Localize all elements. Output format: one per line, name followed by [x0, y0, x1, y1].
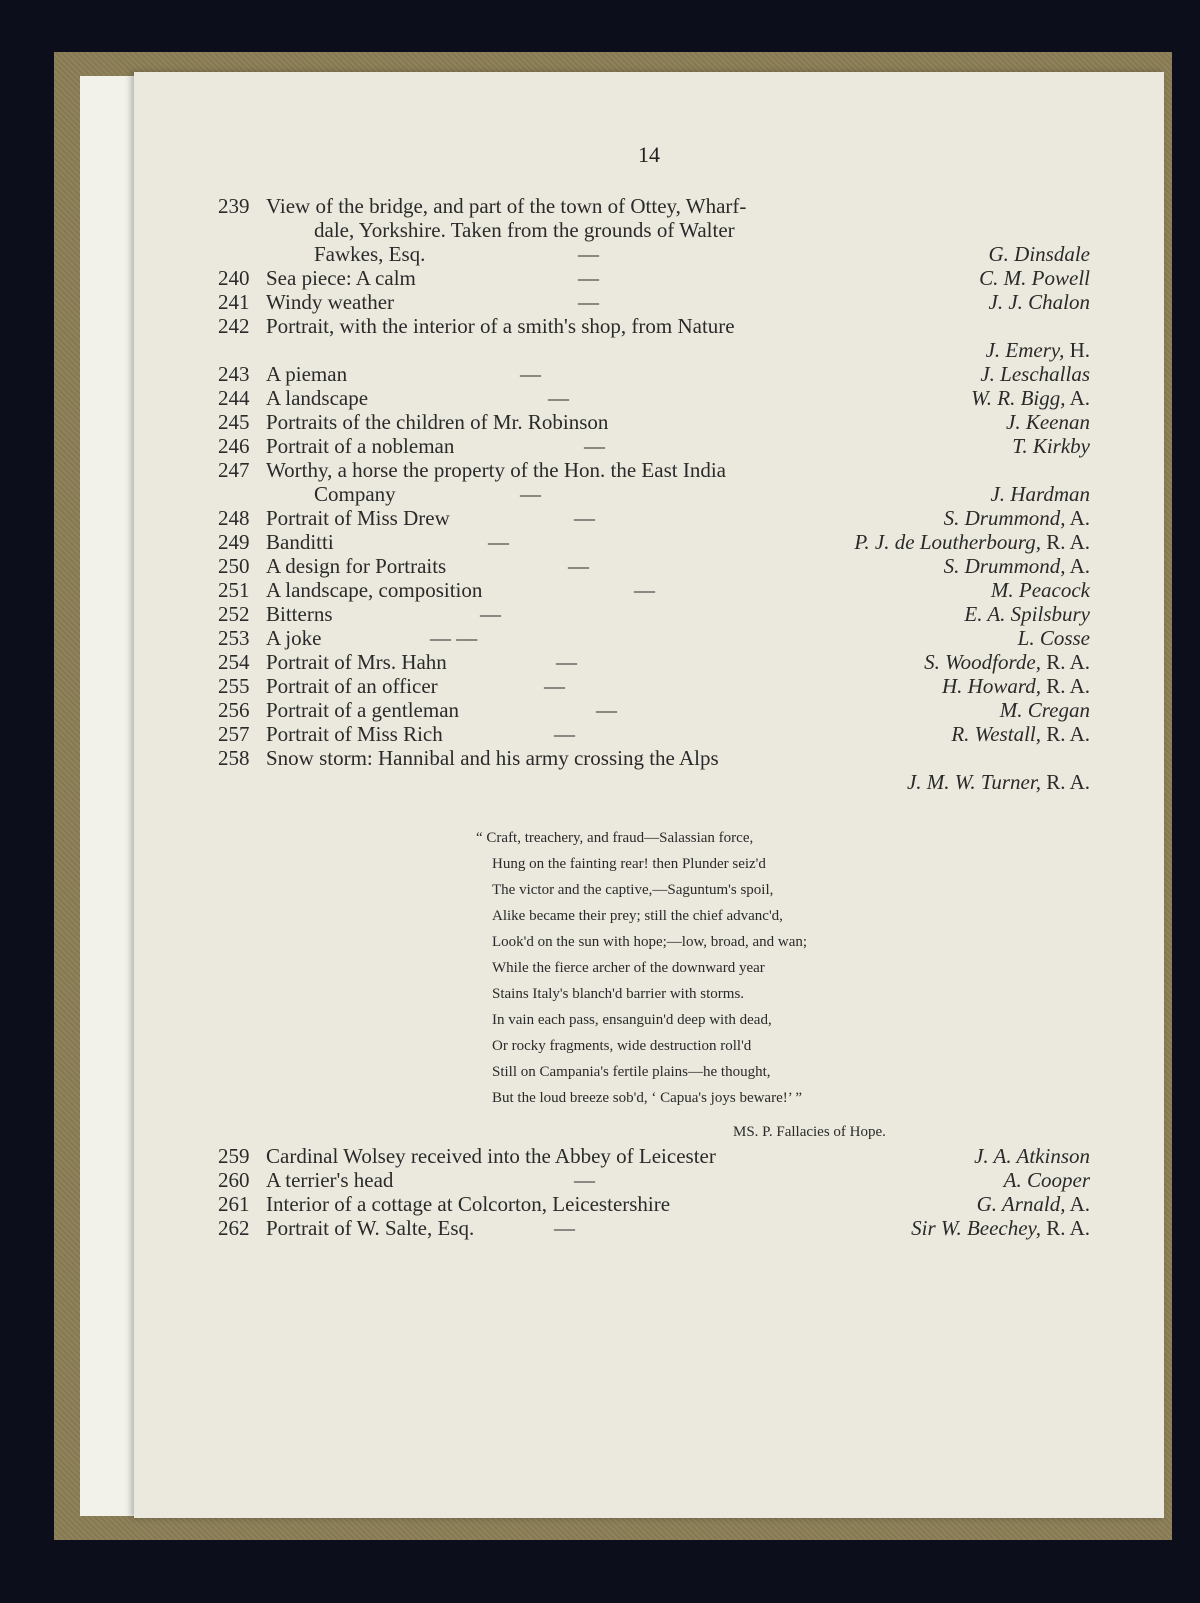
entry-line [218, 1168, 1090, 1192]
entry-number: 260 [218, 1168, 250, 1192]
entry-artist [986, 338, 1090, 362]
entry-line [218, 722, 1090, 746]
entry-title: Fawkes, Esq. [314, 242, 426, 266]
entry-dash: — — [430, 626, 478, 650]
entry-title: Portrait of Mrs. Hahn [266, 650, 447, 674]
entry-number: 250 [218, 554, 250, 578]
entry-number: 247 [218, 458, 250, 482]
artist-suffix: R. A. [1040, 1216, 1090, 1240]
poem-line: The victor and the captive,—Saguntum's spoil, [492, 882, 774, 898]
artist-name: J. M. W. Turner, [906, 770, 1041, 794]
entry-dash: — [488, 530, 509, 554]
entry-number: 256 [218, 698, 250, 722]
poem-line: Stains Italy's blanch'd barrier with storms. [492, 986, 745, 1002]
entry-number: 249 [218, 530, 250, 554]
entry-artist [971, 386, 1090, 410]
entry-line [218, 410, 1090, 434]
entry-dash: — [578, 266, 599, 290]
artist-name: T. Kirkby [1012, 434, 1090, 458]
entry-title: Portrait of Miss Drew [266, 506, 450, 530]
entry-title: A landscape [266, 386, 369, 410]
entry-dash: — [596, 698, 617, 722]
entry-dash: — [556, 650, 577, 674]
entry-line [218, 458, 1090, 482]
entry-line [218, 290, 1090, 314]
entry-dash: — [480, 602, 501, 626]
entry-number: 245 [218, 410, 250, 434]
entry-title: A pieman [266, 362, 348, 386]
entry-line [218, 338, 1090, 362]
artist-name: J. A. Atkinson [974, 1144, 1090, 1168]
entry-line [218, 1192, 1090, 1216]
artist-name: J. Leschallas [980, 362, 1090, 386]
entry-line [218, 746, 1090, 770]
entry-title: Portrait of Miss Rich [266, 722, 443, 746]
entry-artist [854, 530, 1090, 554]
entry-number: 252 [218, 602, 250, 626]
entry-artist [1012, 434, 1090, 458]
artist-name: S. Woodforde, [924, 650, 1041, 674]
entry-number: 251 [218, 578, 250, 602]
entry-title: Portrait, with the interior of a smith's shop, from Nature [266, 314, 735, 338]
entry-number: 243 [218, 362, 250, 386]
entry-title: Worthy, a horse the property of the Hon. the East India [266, 458, 726, 482]
entry-dash: — [554, 1216, 575, 1240]
entry-artist [942, 674, 1090, 698]
entry-line [218, 698, 1090, 722]
entry-line [218, 578, 1090, 602]
entry-number: 262 [218, 1216, 250, 1240]
entry-artist [989, 290, 1090, 314]
entry-artist [1006, 410, 1090, 434]
artist-suffix: R. A. [1040, 770, 1090, 794]
entry-dash: — [574, 506, 595, 530]
artist-suffix: H. [1064, 338, 1090, 362]
entry-dash: — [574, 1168, 595, 1192]
entry-number: 253 [218, 626, 250, 650]
entry-number: 254 [218, 650, 250, 674]
entry-line [218, 218, 1090, 242]
artist-suffix: R. A. [1040, 650, 1090, 674]
entry-title: Portraits of the children of Mr. Robinson [266, 410, 609, 434]
entry-title: Portrait of W. Salte, Esq. [266, 1216, 475, 1240]
entry-line [218, 314, 1090, 338]
poem-line: Hung on the fainting rear! then Plunder seiz'd [492, 856, 766, 872]
entry-number: 257 [218, 722, 250, 746]
artist-name: Sir W. Beechey, [911, 1216, 1041, 1240]
artist-name: A. Cooper [1003, 1168, 1090, 1192]
artist-name: L. Cosse [1017, 626, 1090, 650]
entry-number: 261 [218, 1192, 250, 1216]
entry-line [218, 386, 1090, 410]
artist-name: M. Peacock [990, 578, 1090, 602]
entry-number: 248 [218, 506, 250, 530]
entry-artist [979, 266, 1090, 290]
entry-artist [974, 1144, 1090, 1168]
artist-suffix: A. [1065, 1192, 1090, 1216]
artist-suffix: R. A. [1040, 530, 1090, 554]
entry-artist [1000, 698, 1090, 722]
entry-line [218, 362, 1090, 386]
poem-line: Look'd on the sun with hope;—low, broad, and wan; [492, 934, 808, 950]
entry-artist [944, 554, 1090, 578]
artist-name: H. Howard, [942, 674, 1041, 698]
entry-dash: — [520, 362, 541, 386]
entry-title: Banditti [266, 530, 334, 554]
artist-name: P. J. de Loutherbourg, [854, 530, 1041, 554]
artist-name: S. Drummond, [943, 506, 1066, 530]
entry-dash: — [554, 722, 575, 746]
entry-line [218, 506, 1090, 530]
entry-number: 259 [218, 1144, 250, 1168]
entry-line [218, 530, 1090, 554]
entry-line [218, 482, 1090, 506]
entry-number: 246 [218, 434, 250, 458]
entry-title: A landscape, composition [266, 578, 483, 602]
entry-line [218, 1144, 1090, 1168]
poem-line: “ Craft, treachery, and fraud—Salassian force, [476, 830, 754, 846]
entry-title: Bitterns [266, 602, 333, 626]
entry-line [218, 434, 1090, 458]
entry-title: Portrait of a nobleman [266, 434, 455, 458]
page-number: 14 [638, 142, 660, 167]
entry-line [218, 602, 1090, 626]
artist-suffix: R. A. [1040, 722, 1090, 746]
poem-source: MS. P. Fallacies of Hope. [733, 1124, 886, 1140]
entry-line [218, 554, 1090, 578]
entry-title: View of the bridge, and part of the town of Ottey, Wharf- [266, 194, 747, 218]
entry-title: A joke [266, 626, 322, 650]
artist-name: W. R. Bigg, [971, 386, 1066, 410]
poem-line: Alike became their prey; still the chief advanc'd, [492, 908, 783, 924]
entry-line [218, 266, 1090, 290]
entry-title: Cardinal Wolsey received into the Abbey of Leicester [266, 1144, 716, 1168]
artist-name: J. Emery, [985, 338, 1065, 362]
poem-line: Or rocky fragments, wide destruction roll'd [492, 1038, 752, 1054]
entry-number: 242 [218, 314, 250, 338]
entry-title: Windy weather [266, 290, 395, 314]
entry-dash: — [634, 578, 655, 602]
entry-artist [1004, 1168, 1090, 1192]
entry-artist [911, 1216, 1090, 1240]
entry-line [218, 626, 1090, 650]
artist-suffix: A. [1065, 506, 1090, 530]
artist-name: C. M. Powell [979, 266, 1090, 290]
artist-suffix: A. [1065, 554, 1090, 578]
entry-line [218, 770, 1090, 794]
entry-artist [951, 722, 1090, 746]
entry-dash: — [548, 386, 569, 410]
entry-line [218, 1216, 1090, 1240]
poem-line: In vain each pass, ensanguin'd deep with dead, [492, 1012, 772, 1028]
entry-artist [989, 242, 1091, 266]
artist-name: J. Keenan [1006, 410, 1090, 434]
entry-artist [980, 362, 1090, 386]
entry-artist [944, 506, 1090, 530]
artist-name: J. J. Chalon [988, 290, 1090, 314]
entry-artist [964, 602, 1090, 626]
entry-artist [924, 650, 1090, 674]
artist-suffix: A. [1065, 386, 1090, 410]
entry-line [218, 674, 1090, 698]
entry-artist [977, 1192, 1090, 1216]
entry-title: Portrait of an officer [266, 674, 438, 698]
artist-name: M. Cregan [999, 698, 1090, 722]
artist-name: G. Dinsdale [988, 242, 1090, 266]
entry-title: A design for Portraits [266, 554, 447, 578]
entry-dash: — [520, 482, 541, 506]
entry-dash: — [578, 290, 599, 314]
entry-title: A terrier's head [266, 1168, 394, 1192]
entry-number: 239 [218, 194, 250, 218]
artist-name: R. Westall, [951, 722, 1041, 746]
artist-suffix: R. A. [1040, 674, 1090, 698]
entry-number: 244 [218, 386, 250, 410]
artist-name: J. Hardman [990, 482, 1090, 506]
entry-title: Interior of a cottage at Colcorton, Leicestershire [266, 1192, 671, 1216]
entry-title: Portrait of a gentleman [266, 698, 460, 722]
poem-line: Still on Campania's fertile plains—he thought, [492, 1064, 771, 1080]
entry-dash: — [544, 674, 565, 698]
entry-dash: — [568, 554, 589, 578]
poem-line: But the loud breeze sob'd, ‘ Capua's joys beware!’ ” [492, 1090, 803, 1106]
entry-title: dale, Yorkshire. Taken from the grounds of Walter [314, 218, 735, 242]
entry-artist [1018, 626, 1090, 650]
entry-number: 255 [218, 674, 250, 698]
entry-number: 258 [218, 746, 250, 770]
entry-dash: — [578, 242, 599, 266]
entry-line [218, 194, 1090, 218]
entry-number: 241 [218, 290, 250, 314]
artist-name: E. A. Spilsbury [964, 602, 1090, 626]
artist-name: G. Arnald, [976, 1192, 1066, 1216]
artist-name: S. Drummond, [943, 554, 1066, 578]
entry-artist [907, 770, 1090, 794]
entry-artist [990, 482, 1090, 506]
entry-title: Snow storm: Hannibal and his army crossing the Alps [266, 746, 719, 770]
entry-number: 240 [218, 266, 250, 290]
entry-title: Company [314, 482, 396, 506]
entry-title: Sea piece: A calm [266, 266, 416, 290]
entry-line [218, 242, 1090, 266]
entry-line [218, 650, 1090, 674]
poem-line: While the fierce archer of the downward year [492, 960, 765, 976]
entry-artist [991, 578, 1090, 602]
entry-dash: — [584, 434, 605, 458]
